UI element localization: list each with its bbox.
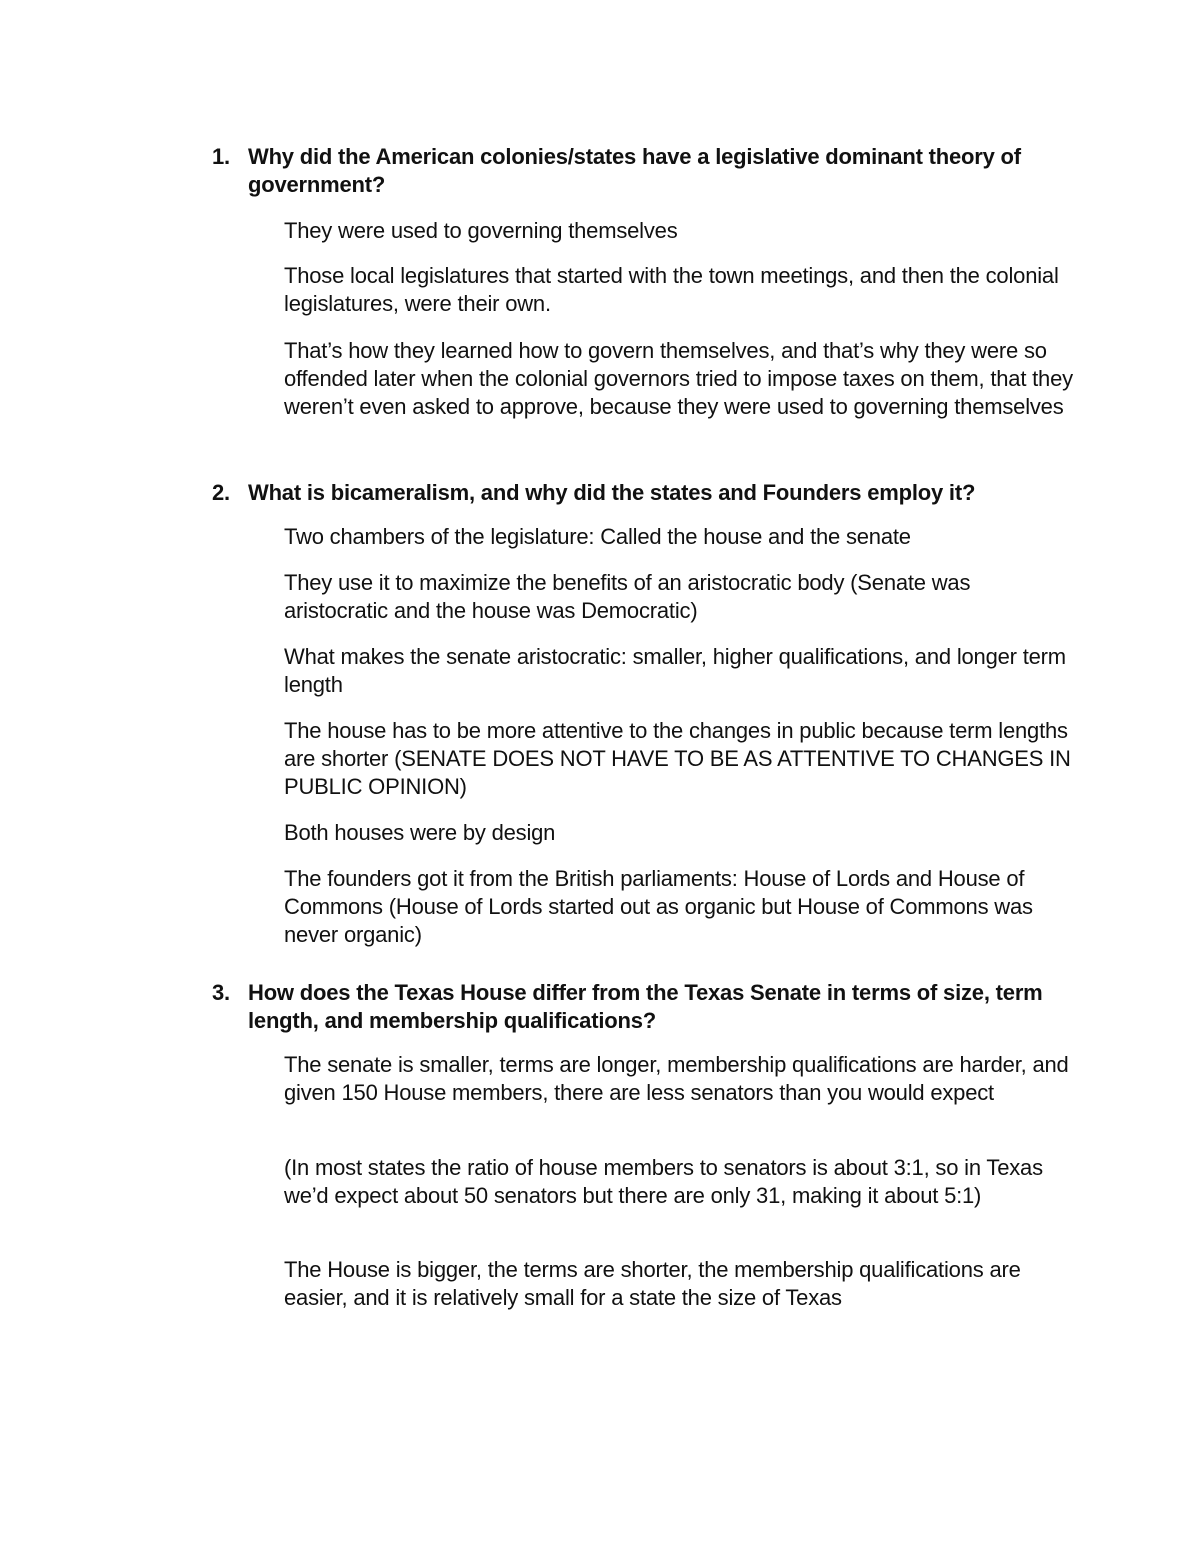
question-1: [212, 143, 1072, 199]
answer-paragraph: Two chambers of the legislature: Called the house and the senate: [284, 524, 911, 549]
answer-paragraph: What makes the senate aristocratic: smaller, higher qualifications, and longer term length: [284, 644, 1066, 697]
answer-paragraph: The house has to be more attentive to the changes in public because term lengths are shorter (SENATE DOES NOT HAVE TO BE AS ATTENTIVE TO CHANGES IN PUBLIC OPINION): [284, 718, 1071, 799]
answer-paragraph: The founders got it from the British parliaments: House of Lords and House of Commons (House of Lords started out as organic but House of Commons was never organic): [284, 866, 1033, 947]
answer-paragraph: (In most states the ratio of house members to senators is about 3:1, so in Texas we’d expect about 50 senators but there are only 31, making it about 5:1): [284, 1155, 1043, 1208]
question-text: How does the Texas House differ from the Texas Senate in terms of size, term length, and membership qualifications?: [248, 980, 1043, 1033]
question-number: 3.: [212, 980, 230, 1005]
answer-paragraph: They use it to maximize the benefits of an aristocratic body (Senate was aristocratic and the house was Democratic): [284, 570, 971, 623]
question-2: [212, 479, 1072, 507]
answer-paragraph: They were used to governing themselves: [284, 218, 678, 243]
answer-paragraph: That’s how they learned how to govern themselves, and that’s why they were so offended later when the colonial governors tried to impose taxes on them, that they weren’t even asked to approve, because they were used to governing themselves: [284, 338, 1073, 419]
question-3: [212, 979, 1072, 1035]
question-number: 1.: [212, 144, 230, 169]
answer-paragraph: Both houses were by design: [284, 820, 556, 845]
question-text: Why did the American colonies/states have a legislative dominant theory of government?: [248, 144, 1021, 197]
question-text: What is bicameralism, and why did the states and Founders employ it?: [248, 480, 976, 505]
answer-paragraph: The senate is smaller, terms are longer, membership qualifications are harder, and given 150 House members, there are less senators than you would expect: [284, 1052, 1069, 1105]
question-number: 2.: [212, 480, 230, 505]
answer-paragraph: Those local legislatures that started with the town meetings, and then the colonial legislatures, were their own.: [284, 263, 1059, 316]
answer-paragraph: The House is bigger, the terms are shorter, the membership qualifications are easier, and it is relatively small for a state the size of Texas: [284, 1257, 1021, 1310]
